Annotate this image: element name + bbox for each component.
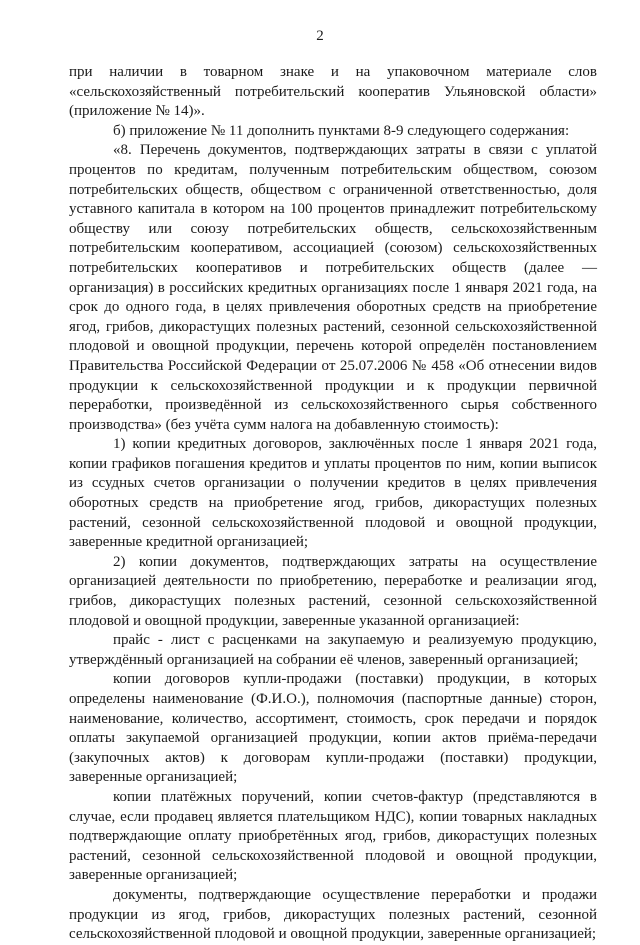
- page-number: 2: [316, 28, 324, 44]
- paragraph-sale-contracts: копии договоров купли-продажи (поставки) продукции, в которых определены наименование (Ф.И.О.), полномочия (паспортные данные) сторон, наименование, количество, ассортимент, стоимость, срок передачи и порядок оплаты закупаемой организацией продукции, копии актов приёма-передачи (закупочных актов) к договорам купли-продажи (поставки) продукции, заверенные организацией;: [69, 671, 597, 786]
- paragraph-continuation: при наличии в товарном знаке и на упаковочном материале слов «сельскохозяйственный потребительский кооператив Ульяновской области» (приложение № 14)».: [69, 64, 597, 120]
- paragraph-subitem-1: 1) копии кредитных договоров, заключённых после 1 января 2021 года, копии графиков погашения кредитов и уплаты процентов по ним, копии выписок из ссудных счетов организации о получении кредитов в целях привлечения оборотных средств на приобретение ягод, грибов, дикорастущих полезных растений, сезонной сельскохозяйственной плодовой и овощной продукции, заверенные кредитной организацией;: [69, 436, 597, 551]
- document-body: [69, 63, 597, 945]
- paragraph-processing-documents: документы, подтверждающие осуществление переработки и продажи продукции из ягод, грибов, дикорастущих полезных растений, сезонной сельскохозяйственной плодовой и овощной продукции, заверенные организацией;: [69, 886, 597, 943]
- paragraph-price-list: прайс - лист с расценками на закупаемую и реализуемую продукцию, утверждённый организацией на собрании её членов, заверенный организацией;: [69, 632, 597, 668]
- paragraph-appendix-11-amendment: б) приложение № 11 дополнить пунктами 8-9 следующего содержания:: [113, 122, 570, 139]
- paragraph-payment-orders: копии платёжных поручений, копии счетов-фактур (представляются в случае, если продавец является плательщиком НДС), копии товарных накладных подтверждающие оплату приобретённых ягод, грибов, дикорастущих полезных растений, сезонной сельскохозяйственной плодовой и овощной продукции, заверенные организацией;: [69, 788, 597, 884]
- paragraph-item-8: «8. Перечень документов, подтверждающих затраты в связи с уплатой процентов по кредитам, полученным потребительским обществом, союзом потребительских обществ, обществом с ограниченной ответственностью, доля уставного капитала в котором на 100 процентов принадлежит потребительскому обществу или союзу потребительских обществ, сельскохозяйственным потребительским кооперативом, ассоциацией (союзом) сельскохозяйственных потребительских кооперативов и потребительских обществ (далее — организация) в российских кредитных организациях после 1 января 2021 года, на срок до одного года, в целях привлечения оборотных средств на приобретение ягод, грибов, дикорастущих полезных растений, сезонной сельскохозяйственной плодовой и овощной продукции, перечень которой определён постановлением Правительства Российской Федерации от 25.07.2006 № 458 «Об отнесении видов продукции к сельскохозяйственной продукции и к продукции первичной переработки, произведённой из сельскохозяйственного сырья собственного производства» (без учёта сумм налога на добавленную стоимость):: [69, 142, 597, 433]
- paragraph-subitem-2: 2) копии документов, подтверждающих затраты на осуществление организацией деятельности по приобретению, переработке и реализации ягод, грибов, дикорастущих полезных растений, сезонной сельскохозяйственной плодовой и овощной продукции, заверенные указанной организацией:: [69, 553, 597, 629]
